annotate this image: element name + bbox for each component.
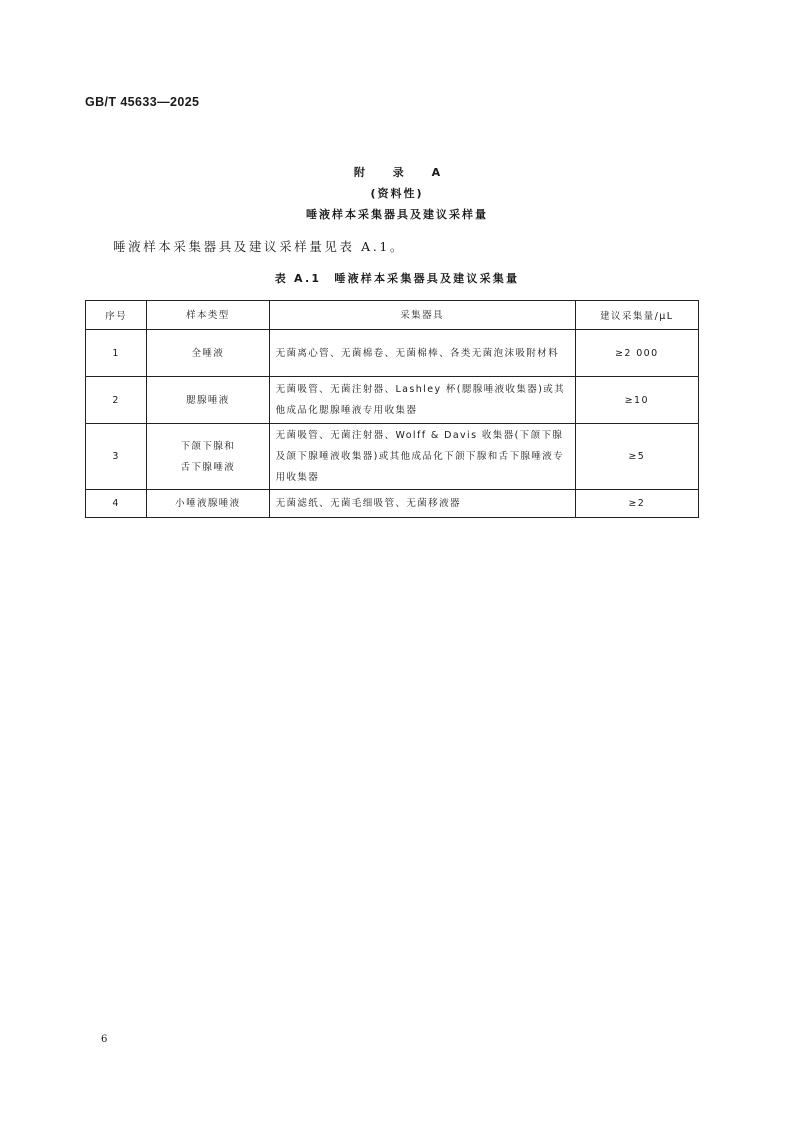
row-no: 4 [86, 490, 147, 518]
row-sample-type [147, 490, 269, 518]
table-row [86, 377, 699, 424]
sample-type-line: 舌下腺唾液 [180, 461, 236, 473]
header-sample-type: 样本类型 [147, 301, 269, 330]
row-sample-type [147, 424, 269, 490]
sampling-table [85, 300, 699, 518]
sample-type-line: 腮腺唾液 [186, 394, 230, 406]
sample-type-line: 小唾液腺唾液 [175, 498, 241, 509]
row-no: 2 [86, 377, 147, 424]
table-row [86, 330, 699, 377]
row-sample-type [147, 377, 269, 424]
annex-nature: (资料性) [370, 187, 424, 200]
row-tools: 无菌滤纸、无菌毛细吸管、无菌移液器 [269, 490, 575, 518]
row-volume: ≥5 [575, 424, 698, 490]
row-volume: ≥10 [575, 377, 698, 424]
header-volume: 建议采集量/μL [575, 301, 698, 330]
row-volume: ≥2 [575, 490, 698, 518]
row-tools: 无菌离心管、无菌棉卷、无菌棉棒、各类无菌泡沫吸附材料 [269, 330, 575, 377]
page-number: 6 [101, 1034, 108, 1045]
annex-heading: 唾液样本采集器具及建议采样量 [306, 208, 488, 221]
row-tools: 无菌吸管、无菌注射器、Lashley 杯(腮腺唾液收集器)或其他成品化腮腺唾液专用收集器 [269, 377, 575, 424]
intro-paragraph: 唾液样本采集器具及建议采样量见表 A.1。 [113, 239, 406, 254]
row-no: 1 [86, 330, 147, 377]
sample-type-line: 下颌下腺和 [180, 440, 236, 452]
annex-title: 附 录 A [353, 166, 453, 179]
row-volume: ≥2 000 [575, 330, 698, 377]
table-row [86, 424, 699, 490]
row-tools: 无菌吸管、无菌注射器、Wolff & Davis 收集器(下颌下腺及颌下腺唾液收集器)或其他成品化下颌下腺和舌下腺唾液专用收集器 [269, 424, 575, 490]
standard-code: GB/T 45633—2025 [85, 95, 200, 109]
row-no: 3 [86, 424, 147, 490]
row-sample-type [147, 330, 269, 377]
table-row [86, 490, 699, 518]
header-no: 序号 [86, 301, 147, 330]
header-tools: 采集器具 [269, 301, 575, 330]
table-header-row [86, 301, 699, 330]
sample-type-line: 全唾液 [191, 347, 225, 359]
table-caption: 表 A.1 唾液样本采集器具及建议采集量 [274, 272, 520, 285]
